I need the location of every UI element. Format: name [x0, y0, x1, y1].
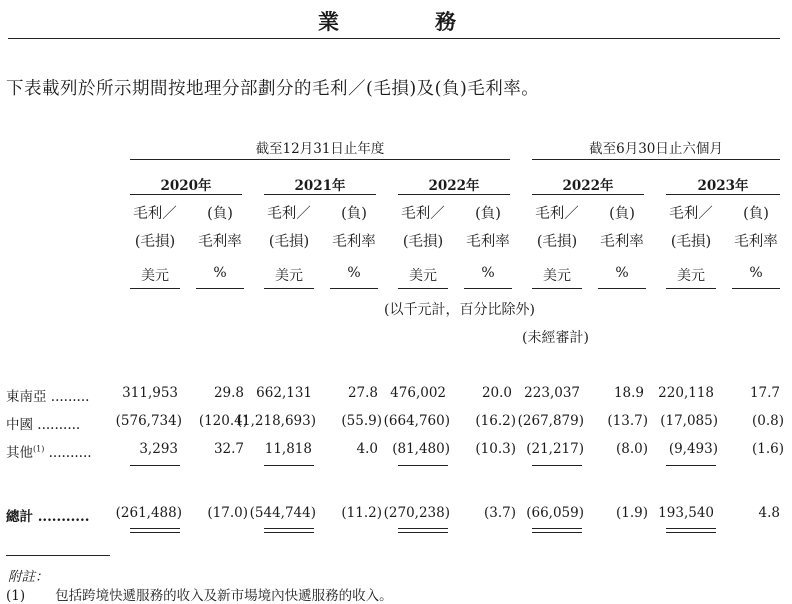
cell-value: 476,002 [390, 385, 446, 401]
subtotal-rule [130, 465, 180, 466]
cell-value: 223,037 [524, 385, 580, 401]
cell-value: (576,734) [115, 413, 182, 429]
cell-value: (13.7) [607, 413, 648, 429]
year-rule [398, 194, 510, 195]
year-2020: 2020年 [160, 178, 212, 194]
cell-value: 20.0 [481, 385, 512, 401]
cell-value: (267,879) [517, 413, 584, 429]
row-label-southeast-asia: 東南亞 ......... [6, 389, 90, 405]
col-header-profit: 毛利／ (毛損) [401, 206, 445, 250]
cell-value: 29.8 [213, 385, 244, 401]
total-value: (270,238) [383, 505, 450, 521]
unit-usd: 美元 [543, 268, 571, 284]
cell-value: 32.7 [213, 441, 244, 457]
cell-value: 311,953 [122, 385, 178, 401]
cell-value: (10.3) [475, 441, 516, 457]
unit-usd: 美元 [275, 268, 303, 284]
cell-value: 11,818 [264, 441, 312, 457]
unit-rule [196, 288, 244, 289]
col-header-profit: 毛利／ (毛損) [267, 206, 311, 250]
period-annual-label: 截至12月31日止年度 [255, 141, 385, 157]
cell-value: 17.7 [749, 385, 780, 401]
total-double-rule [130, 528, 180, 533]
total-value: (3.7) [483, 505, 516, 521]
footnote-text: 包括跨境快遞服務的收入及新市場境內快遞服務的收入。 [55, 588, 393, 604]
cell-value: 18.9 [613, 385, 644, 401]
footnote-item [6, 584, 393, 604]
total-double-rule [532, 528, 582, 533]
cell-value: (8.0) [615, 441, 648, 457]
cell-value: 662,131 [256, 385, 312, 401]
unit-pct: % [481, 265, 495, 281]
row-label-total: 總計 ........... [6, 509, 90, 525]
year-2022-half: 2022年 [562, 178, 614, 194]
cell-value: 220,118 [658, 385, 714, 401]
row-label-others: 其他$^{(1)}$ .......... [6, 444, 92, 461]
unit-rule [130, 288, 180, 289]
subtotal-rule [532, 465, 582, 466]
total-double-rule [264, 528, 314, 533]
cell-value: (1.6) [751, 441, 784, 457]
unit-rule [464, 288, 512, 289]
cell-value: (81,480) [392, 441, 450, 457]
total-value: 4.8 [758, 505, 780, 521]
cell-value: (120.4) [198, 413, 248, 429]
section-title: 業 務 [318, 9, 474, 34]
total-value: 193,540 [658, 505, 714, 521]
unit-rule [330, 288, 378, 289]
title-divider [8, 38, 780, 39]
cell-value: 27.8 [347, 385, 378, 401]
total-value: (17.0) [207, 505, 248, 521]
col-header-margin: (負) 毛利率 [600, 206, 644, 250]
period-half-rule [532, 159, 780, 160]
unit-rule [264, 288, 314, 289]
total-double-rule [666, 528, 716, 533]
unit-rule [598, 288, 646, 289]
subtotal-rule [666, 465, 716, 466]
col-header-margin: (負) 毛利率 [332, 206, 376, 250]
total-double-rule [398, 528, 448, 533]
year-rule [264, 194, 376, 195]
cell-value: 4.0 [356, 441, 378, 457]
cell-value: (0.8) [751, 413, 784, 429]
year-rule [130, 194, 242, 195]
cell-value: (9,493) [668, 441, 718, 457]
footnote-divider [6, 555, 110, 556]
cell-value: (664,760) [383, 413, 450, 429]
unit-usd: 美元 [677, 268, 705, 284]
subtotal-rule [398, 465, 448, 466]
unit-rule [532, 288, 582, 289]
col-header-margin: (負) 毛利率 [466, 206, 510, 250]
col-header-margin: (負) 毛利率 [734, 206, 778, 250]
year-rule [532, 194, 644, 195]
year-2021: 2021年 [294, 178, 346, 194]
total-value: (261,488) [115, 505, 182, 521]
cell-value: (17,085) [660, 413, 718, 429]
unit-rule [732, 288, 780, 289]
unit-usd: 美元 [141, 268, 169, 284]
cell-value: (16.2) [475, 413, 516, 429]
intro-paragraph: 下表載列於所示期間按地理分部劃分的毛利／(毛損)及(負)毛利率。 [6, 79, 540, 99]
cell-value: 3,293 [139, 441, 178, 457]
period-annual-rule [130, 159, 510, 160]
row-label-china: 中國 .......... [6, 417, 81, 433]
unit-note-unaudited: (未經審計) [522, 330, 589, 346]
unit-pct: % [749, 265, 763, 281]
unit-pct: % [347, 265, 361, 281]
col-header-profit: 毛利／ (毛損) [669, 206, 713, 250]
total-value: (1.9) [615, 505, 648, 521]
unit-pct: % [213, 265, 227, 281]
year-rule [666, 194, 780, 195]
col-header-profit: 毛利／ (毛損) [535, 206, 579, 250]
year-2022: 2022年 [428, 178, 480, 194]
col-header-margin: (負) 毛利率 [198, 206, 242, 250]
unit-note-thousands: (以千元計，百分比除外) [384, 302, 535, 318]
total-value: (544,744) [249, 505, 316, 521]
unit-pct: % [615, 265, 629, 281]
year-2023-half: 2023年 [697, 178, 749, 194]
total-value: (66,059) [526, 505, 584, 521]
footnote-heading: 附註： [8, 569, 49, 585]
col-header-profit: 毛利／ (毛損) [133, 206, 177, 250]
cell-value: (21,217) [526, 441, 584, 457]
unit-rule [666, 288, 716, 289]
unit-rule [398, 288, 448, 289]
period-half-label: 截至6月30日止六個月 [589, 141, 723, 157]
subtotal-rule [264, 465, 314, 466]
cell-value: (1,218,693) [236, 413, 316, 429]
total-value: (11.2) [341, 505, 382, 521]
cell-value: (55.9) [341, 413, 382, 429]
footnote-marker: (1) [6, 588, 26, 604]
unit-usd: 美元 [409, 268, 437, 284]
